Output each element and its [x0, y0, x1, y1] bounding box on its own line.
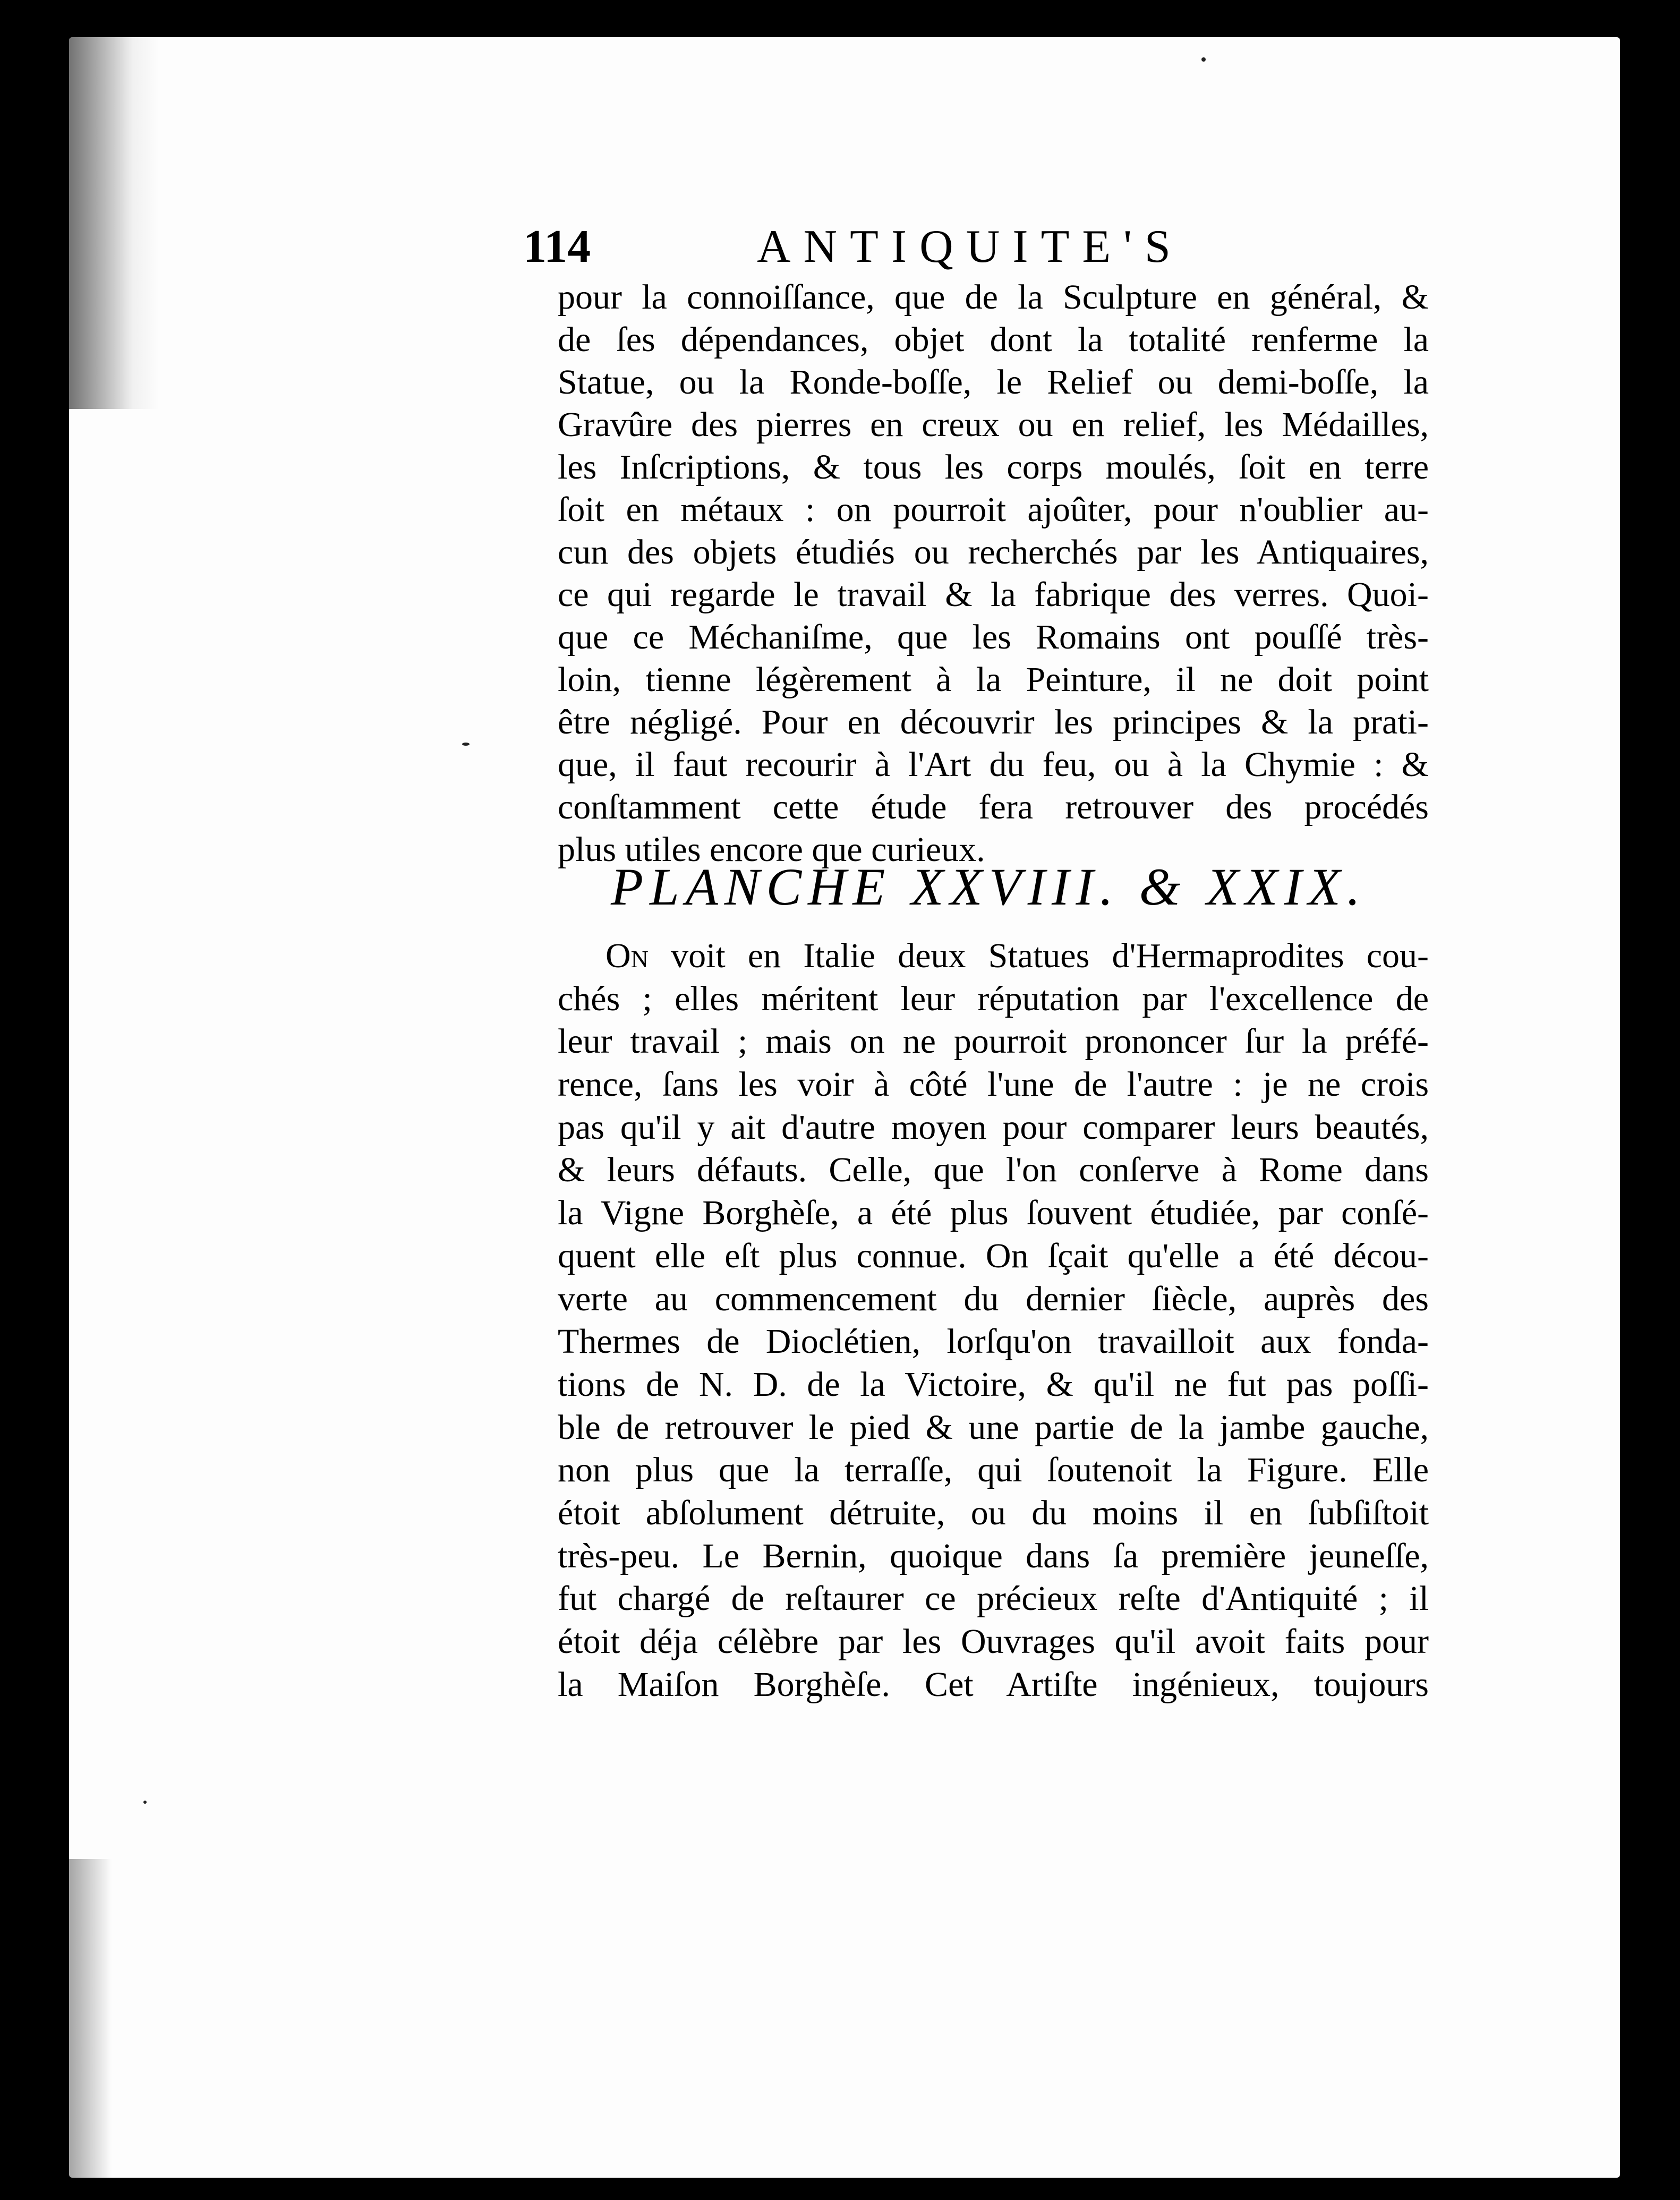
text-line: cun des objets étudiés ou recherchés par les Antiquaires, [558, 533, 1429, 572]
paragraph-2 [558, 935, 1429, 1706]
ink-speck [143, 1801, 147, 1804]
text-line: & leurs défauts. Celle, que l'on conſerve à Rome dans [558, 1150, 1429, 1190]
text-line: Thermes de Dioclétien, lorſqu'on travailloit aux fonda- [558, 1322, 1429, 1361]
plate-heading: PLANCHE XXVIII. & XXIX. [611, 857, 1367, 916]
text-line-first [558, 935, 1429, 978]
text-line: chés ; elles méritent leur réputation par l'excellence de [558, 979, 1429, 1018]
text-line: ſoit en métaux : on pourroit ajoûter, pour n'oublier au- [558, 490, 1429, 529]
text-line: leur travail ; mais on ne pourroit prononcer ſur la préfé- [558, 1022, 1429, 1061]
text-line: tions de N. D. de la Victoire, & qu'il ne fut pas poſſi- [558, 1365, 1429, 1404]
text-line: loin, tienne légèrement à la Peinture, il ne doit point [558, 660, 1429, 699]
text-line: ble de retrouver le pied & une partie de la jambe gauche, [558, 1408, 1429, 1447]
text-line: les Inſcriptions, & tous les corps moulés, ſoit en terre [558, 448, 1429, 487]
text-line: quent elle eſt plus connue. On ſçait qu'elle a été décou- [558, 1236, 1429, 1275]
text-line: pas qu'il y ait d'autre moyen pour comparer leurs beautés, [558, 1107, 1429, 1147]
page-number: 114 [523, 221, 591, 272]
text-line: rence, ſans les voir à côté l'une de l'autre : je ne crois [558, 1065, 1429, 1104]
ink-speck [462, 743, 470, 746]
text-line: fut chargé de reſtaurer ce précieux reſte d'Antiquité ; il [558, 1579, 1429, 1618]
text-line: que, il faut recourir à l'Art du feu, ou à la Chymie : & [558, 745, 1429, 784]
first-line-rest: voit en Italie deux Statues d'Hermaprodites cou- [648, 936, 1429, 975]
text-line: que ce Méchaniſme, que les Romains ont pouſſé très- [558, 618, 1429, 656]
text-line: de ſes dépendances, objet dont la totalité renferme la [558, 320, 1429, 359]
ink-speck [1201, 57, 1206, 62]
running-head [523, 218, 1198, 276]
text-line: très-peu. Le Bernin, quoique dans ſa première jeuneſſe, [558, 1536, 1429, 1575]
running-title: ANTIQUITE'S [757, 221, 1183, 272]
lead-word: On [606, 936, 649, 975]
text-line: ce qui regarde le travail & la fabrique des verres. Quoi- [558, 575, 1429, 614]
text-line: la Vigne Borghèſe, a été plus ſouvent étudiée, par conſé- [558, 1193, 1429, 1233]
text-line: pour la connoiſſance, que de la Sculpture en général, & [558, 278, 1429, 317]
text-line: non plus que la terraſſe, qui ſoutenoit la Figure. Elle [558, 1451, 1429, 1490]
text-line: la Maiſon Borghèſe. Cet Artiſte ingénieux, toujours [558, 1665, 1429, 1704]
paragraph-1 [558, 276, 1429, 871]
text-line: conſtamment cette étude fera retrouver des procédés [558, 788, 1429, 826]
text-line: étoit déja célèbre par les Ouvrages qu'il avoit faits pour [558, 1622, 1429, 1661]
text-line: verte au commencement du dernier ſiècle, auprès des [558, 1279, 1429, 1318]
text-line: être négligé. Pour en découvrir les principes & la prati- [558, 703, 1429, 741]
text-line: Gravûre des pierres en creux ou en relief, les Médailles, [558, 405, 1429, 444]
text-line: Statue, ou la Ronde-boſſe, le Relief ou demi-boſſe, la [558, 363, 1429, 402]
text-line: plus utiles encore que curieux. [558, 830, 985, 869]
text-line: étoit abſolument détruite, ou du moins il en ſubſiſtoit [558, 1493, 1429, 1532]
